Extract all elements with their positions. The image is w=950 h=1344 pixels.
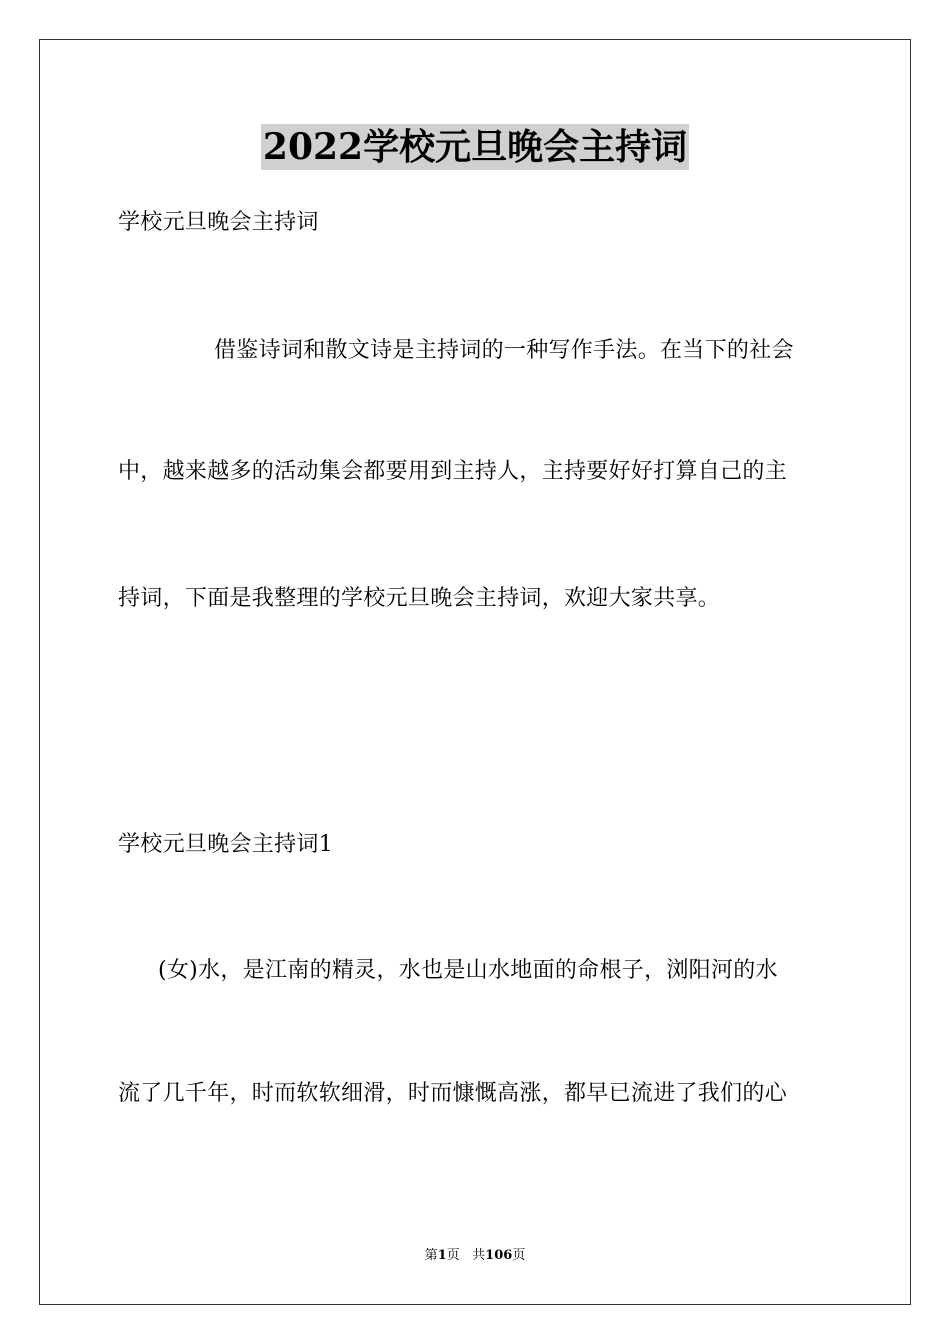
footer-page-suffix: 页 (446, 1248, 460, 1263)
section-paragraph-line-1: (女)水，是江南的精灵，水也是山水地面的命根子，浏阳河的水 (158, 958, 778, 983)
footer-total-suffix: 页 (512, 1248, 526, 1263)
section-paragraph-line-2: 流了几千年，时而软软细滑，时而慷慨高涨，都早已流进了我们的心 (118, 1081, 788, 1106)
footer-page-number: 1 (437, 1248, 447, 1263)
section-heading: 学校元旦晚会主持词1 (118, 832, 333, 857)
document-subtitle: 学校元旦晚会主持词 (118, 210, 319, 235)
intro-paragraph-line-1: 借鉴诗词和散文诗是主持词的一种写作手法。在当下的社会 (214, 338, 794, 363)
footer-total-pages: 106 (485, 1248, 513, 1263)
intro-paragraph-line-2: 中，越来越多的活动集会都要用到主持人，主持要好好打算自己的主 (118, 459, 788, 484)
footer-total-prefix: 共 (472, 1248, 486, 1263)
title-container (0, 124, 950, 170)
page-footer (0, 1247, 950, 1265)
footer-page-prefix: 第 (424, 1248, 438, 1263)
intro-paragraph-line-3: 持词，下面是我整理的学校元旦晚会主持词，欢迎大家共享。 (118, 586, 721, 611)
document-title: 2022学校元旦晚会主持词 (262, 126, 688, 168)
